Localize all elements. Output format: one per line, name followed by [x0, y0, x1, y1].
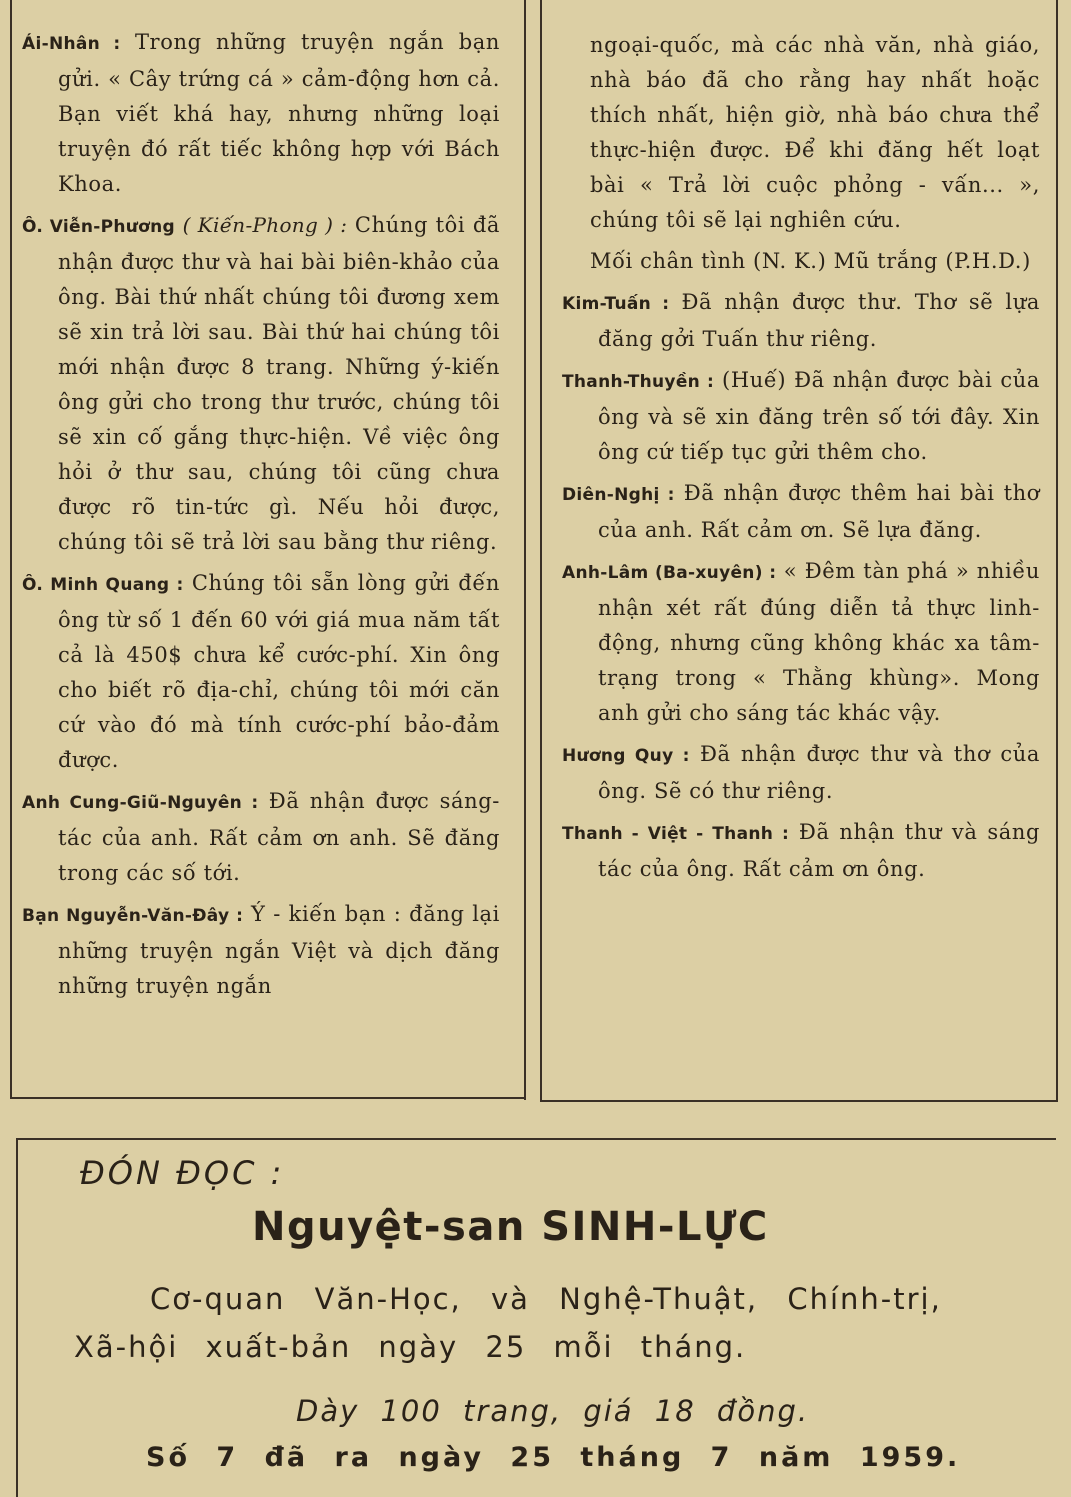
left-border	[10, 0, 12, 1098]
ad-title: Nguyệt-san SINH-LỰC	[252, 1204, 769, 1250]
reply-text: Chúng tôi sẵn lòng gửi đến ông từ số 1 đến 60 với giá mua năm tất cả là 450$ chưa kể cước-phí. Xin ông cho biết rõ địa-chỉ, chúng tôi mới căn cứ vào đó mà tính cước-phí bảo-đảm được.	[58, 571, 500, 772]
ad-description: Cơ-quan Văn-Học, và Nghệ-Thuật, Chính-trị,	[150, 1282, 942, 1316]
right-border	[1056, 0, 1058, 1102]
center-divider-left	[524, 0, 526, 1100]
correspondence-entry	[22, 208, 500, 560]
correspondence-entry	[562, 815, 1040, 887]
recipient-name: Diên-Nghị :	[562, 485, 675, 505]
right-column	[562, 28, 1040, 893]
reply-text: Ý - kiến bạn : đăng lại những truyện ngắn Việt và dịch đăng những truyện ngắn	[58, 902, 500, 998]
reply-text: Đã nhận được thư. Thơ sẽ lựa đăng gởi Tuấn thư riêng.	[598, 290, 1040, 351]
bottom-rule-right	[540, 1100, 1058, 1102]
ad-kicker: ĐÓN ĐỌC :	[80, 1154, 285, 1192]
recipient-name: Kim-Tuấn :	[562, 294, 670, 314]
recipient-name: Ô. Viễn-Phương	[22, 217, 175, 237]
correspondence-entry	[22, 784, 500, 891]
ad-top-rule	[16, 1138, 1056, 1140]
correspondence-entry	[22, 566, 500, 778]
reply-text: Đã nhận được thêm hai bài thơ của anh. Rất cảm ơn. Sẽ lựa đăng.	[598, 481, 1040, 542]
correspondence-entry	[562, 363, 1040, 470]
recipient-name: Anh Cung-Giũ-Nguyên :	[22, 793, 259, 813]
ad-description: Xã-hội xuất-bản ngày 25 mỗi tháng.	[74, 1330, 747, 1364]
left-column	[22, 25, 500, 1010]
ad-issue-date: Số 7 đã ra ngày 25 tháng 7 năm 1959.	[146, 1442, 961, 1473]
correspondence-entry	[22, 25, 500, 202]
reply-text: Trong những truyện ngắn bạn gửi. « Cây trứng cá » cảm-động hơn cả. Bạn viết khá hay, nhưng những loại truyện đó rất tiếc không hợp với Bách Khoa.	[58, 30, 500, 196]
pen-names-note: Mối chân tình (N. K.) Mũ trắng (P.H.D.)	[590, 249, 1031, 273]
correspondence-entry	[22, 897, 500, 1004]
correspondence-entry	[562, 737, 1040, 809]
bottom-rule-left	[10, 1097, 526, 1099]
reply-text: (Huế) Đã nhận được bài của ông và sẽ xin đăng trên số tới đây. Xin ông cứ tiếp tục gửi thêm cho.	[598, 368, 1040, 464]
correspondence-entry	[562, 554, 1040, 731]
recipient-name: Thanh-Thuyền :	[562, 372, 715, 392]
recipient-name: Hương Quy :	[562, 746, 690, 766]
center-divider-right	[540, 0, 542, 1100]
reply-text: Đã nhận được sáng-tác của anh. Rất cảm ơn anh. Sẽ đăng trong các số tới.	[58, 789, 501, 885]
correspondence-entry	[562, 285, 1040, 357]
reply-text: Đã nhận được thư và thơ của ông. Sẽ có thư riêng.	[598, 742, 1040, 803]
recipient-name: Ô. Minh Quang :	[22, 575, 184, 595]
reply-text: Chúng tôi đã nhận được thư và hai bài biên-khảo của ông. Bài thứ nhất chúng tôi đương xem sẽ xin trả lời sau. Bài thứ hai chúng tôi mới nhận được 8 trang. Những ý-kiến ông gửi cho trong thư trước, chúng tôi sẽ xin cố gắng thực-hiện. Về việc ông hỏi ở thư sau, chúng tôi cũng chưa được rõ tin-tức gì. Nếu hỏi được, chúng tôi sẽ trả lời sau bằng thư riêng.	[58, 213, 501, 554]
ad-price: Dày 100 trang, giá 18 đồng.	[296, 1394, 810, 1428]
continued-reply-text: ngoại-quốc, mà các nhà văn, nhà giáo, nhà báo đã cho rằng hay nhất hoặc thích nhất, hiện giờ, nhà báo chưa thể thực-hiện được. Để khi đăng hết loạt bài « Trả lời cuộc phỏng - vấn... », chúng tôi sẽ lại nghiên cứu.	[590, 33, 1040, 232]
correspondence-entry	[562, 476, 1040, 548]
recipient-location: ( Kiến-Phong ) :	[182, 213, 348, 237]
reply-text: Đã nhận thư và sáng tác của ông. Rất cảm ơn ông.	[598, 820, 1040, 881]
recipient-name: Bạn Nguyễn-Văn-Đây :	[22, 906, 244, 926]
recipient-name: Anh-Lâm (Ba-xuyên) :	[562, 563, 777, 583]
recipient-name: Ái-Nhân :	[22, 34, 121, 54]
reply-text: « Đêm tàn phá » nhiều nhận xét rất đúng diễn tả thực linh-động, nhưng cũng không khác xa tâm-trạng trong « Thằng khùng». Mong anh gửi cho sáng tác khác vậy.	[598, 559, 1040, 725]
ad-left-rule	[16, 1138, 18, 1497]
recipient-name: Thanh - Việt - Thanh :	[562, 824, 790, 844]
